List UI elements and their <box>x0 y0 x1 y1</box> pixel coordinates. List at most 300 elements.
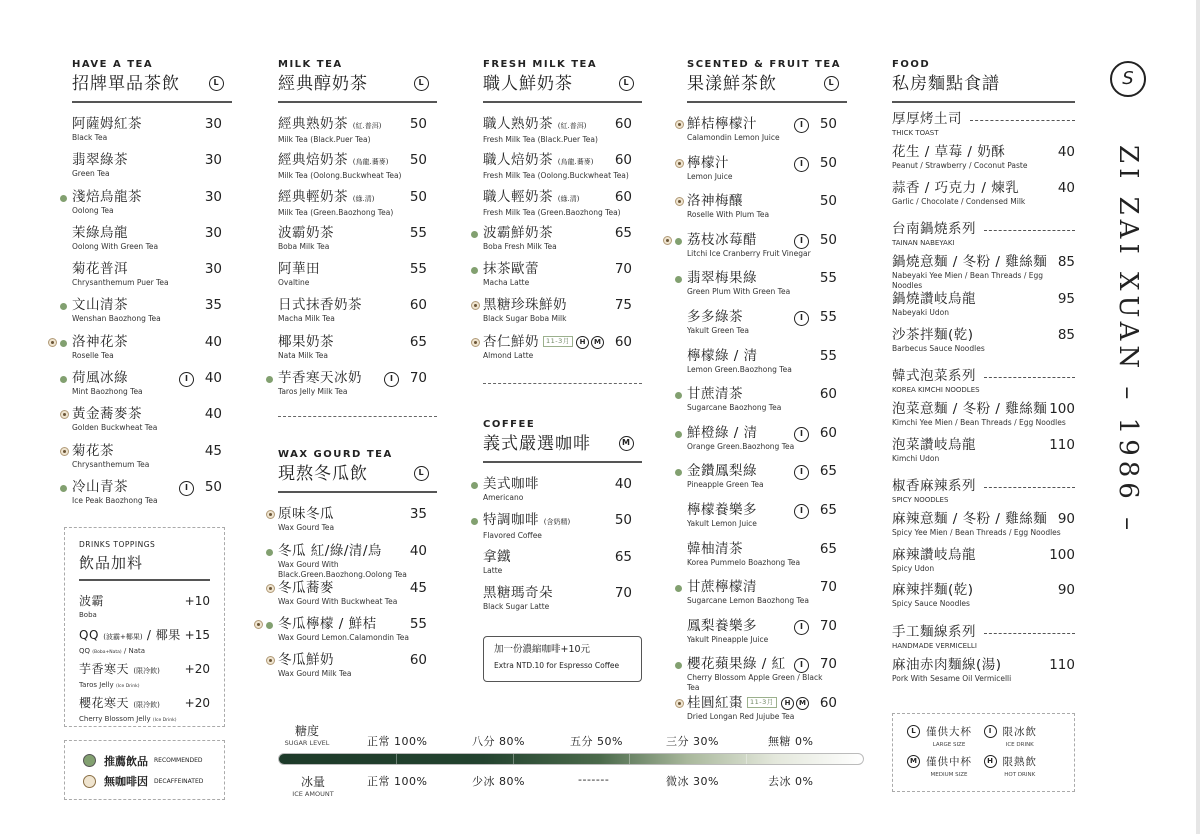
item-name: 職人輕奶茶 <box>483 188 553 205</box>
menu-item[interactable] <box>72 406 232 442</box>
topping-price: +20 <box>184 695 210 710</box>
item-name-en: Black Tea <box>72 133 108 142</box>
item-name-zh <box>483 334 632 351</box>
menu-column <box>278 58 437 689</box>
menu-item[interactable] <box>687 502 847 541</box>
toppings-box <box>64 527 225 727</box>
ice-only-icon: I <box>794 311 809 326</box>
espresso-extra-box <box>483 636 642 682</box>
topping-en-text: Boba <box>79 610 97 619</box>
menu-section <box>278 448 437 688</box>
item-name: 冬瓜 紅/綠/清/烏 <box>278 542 382 559</box>
decaf-icon <box>266 584 275 593</box>
menu-item[interactable] <box>483 297 642 333</box>
legend-text <box>926 724 972 748</box>
item-name-en: Yakult Pineapple Juice <box>687 634 769 644</box>
group-title: 厚厚烤土司 <box>892 111 962 127</box>
legend-en: LARGE SIZE <box>932 742 966 748</box>
item-name-zh <box>687 155 837 172</box>
item-name: 荷風冰綠 <box>72 370 128 387</box>
sugar-en: SUGAR LEVEL <box>284 739 330 747</box>
recommended-dot-icon <box>675 238 682 245</box>
menu-item[interactable] <box>278 116 437 152</box>
menu-item[interactable] <box>278 225 437 261</box>
item-flags <box>384 372 399 387</box>
menu-item[interactable] <box>72 370 232 406</box>
item-flags <box>794 157 809 172</box>
recommended-dot-icon <box>60 195 67 202</box>
item-name-zh <box>278 261 427 278</box>
legend-entry <box>984 724 1061 748</box>
menu-item[interactable] <box>687 116 847 155</box>
item-name-zh <box>687 425 837 442</box>
item-name-en: Green Plum With Green Tea <box>687 287 791 297</box>
dashed-leader <box>984 377 1075 378</box>
item-name: 多多綠茶 <box>687 308 743 325</box>
item-price: 40 <box>614 476 632 493</box>
topping-en2: / Nata <box>121 646 146 655</box>
menu-item[interactable] <box>687 155 847 194</box>
section-title-zh <box>72 71 232 97</box>
food-item[interactable] <box>892 327 1075 363</box>
toppings-title-zh: 飲品加料 <box>79 554 144 572</box>
item-name: 荔枝冰莓醋 <box>687 231 757 248</box>
item-price: 70 <box>819 617 837 634</box>
item-name-en: Americano <box>483 493 524 503</box>
legend-label: 推薦飲品 <box>104 754 148 768</box>
decaf-icon <box>663 236 672 245</box>
item-price: 60 <box>819 424 837 441</box>
menu-item[interactable] <box>278 297 437 333</box>
item-name: 沙茶拌麵(乾) <box>892 326 974 343</box>
item-name-zh <box>278 334 427 351</box>
menu-item[interactable] <box>278 543 437 580</box>
item-price: 100 <box>1049 401 1075 417</box>
item-note: (烏龍.蕎麥) <box>352 158 389 167</box>
legend-text <box>1003 754 1038 778</box>
menu-item[interactable] <box>278 616 437 652</box>
topping-zh2: / 椰果 <box>142 627 181 642</box>
menu-item[interactable] <box>483 512 642 548</box>
item-name: 職人焙奶茶 <box>483 152 553 169</box>
item-name: 日式抹香奶茶 <box>278 297 362 314</box>
item-name-en: Latte <box>483 565 503 575</box>
item-name-en: Boba Fresh Milk Tea <box>483 241 557 251</box>
item-name-zh <box>72 225 222 242</box>
hot-only-icon: H <box>984 755 997 768</box>
item-name-zh <box>278 225 427 242</box>
item-flags <box>794 234 809 249</box>
item-name: 鳳梨養樂多 <box>687 617 757 634</box>
section-title-en: WAX GOURD TEA <box>278 449 393 461</box>
item-name-en: Spicy Yee Mien / Bean Threads / Egg Noodles <box>892 528 1061 537</box>
menu-item[interactable] <box>278 506 437 542</box>
food-group-heading <box>892 221 1075 248</box>
menu-item[interactable] <box>687 386 847 425</box>
item-name-zh <box>278 297 427 314</box>
item-name-en: Spicy Udon <box>892 563 935 573</box>
item-name-zh <box>892 144 1075 161</box>
divider <box>79 579 210 581</box>
item-name-en: Roselle With Plum Tea <box>687 210 770 220</box>
item-name-en: Roselle Tea <box>72 350 114 360</box>
item-name: 阿華田 <box>278 261 320 278</box>
item-flags <box>794 427 809 442</box>
food-item[interactable] <box>892 144 1075 180</box>
recommended-dot-icon <box>266 376 273 383</box>
item-price: 110 <box>1049 436 1075 453</box>
item-name-en: Black Sugar Boba Milk <box>483 314 567 324</box>
legend-text <box>1003 724 1038 748</box>
menu-item[interactable] <box>687 232 847 271</box>
item-name: 麻辣意麵 / 冬粉 / 雞絲麵 <box>892 511 1048 527</box>
topping-note: (限冷飲) <box>133 666 160 675</box>
sugar-level-option: 三分 30% <box>666 735 719 748</box>
recommended-dot-icon <box>675 392 682 399</box>
food-item[interactable] <box>892 254 1075 291</box>
item-name: 金鑽鳳梨綠 <box>687 463 757 480</box>
item-name: 職人熟奶茶 <box>483 116 553 132</box>
topping-en <box>79 646 210 658</box>
dashed-leader <box>984 487 1075 488</box>
ice-en: ICE AMOUNT <box>292 790 334 798</box>
item-price: 50 <box>409 116 427 132</box>
food-item[interactable] <box>892 547 1075 583</box>
item-name-zh <box>278 616 427 633</box>
menu-item[interactable] <box>483 549 642 585</box>
food-group-heading <box>892 111 1075 138</box>
sugar-level-option: 五分 50% <box>570 735 623 748</box>
item-name-zh <box>687 695 837 712</box>
item-name-zh <box>483 116 632 135</box>
item-name-en: Wax Gourd With Buckwheat Tea <box>278 596 398 606</box>
legend-entry <box>907 754 984 778</box>
item-name-en: Wax Gourd With Black.Green.Baozhong.Oolong Tea <box>278 559 407 579</box>
item-name: 韓柚清茶 <box>687 540 743 557</box>
item-name-zh <box>278 652 427 669</box>
season-tag: 11-3月 <box>543 336 573 347</box>
item-name: 麻油赤肉麵線(湯) <box>892 656 1002 673</box>
item-price: 60 <box>819 386 837 403</box>
menu-item[interactable] <box>687 270 847 309</box>
menu-section <box>483 418 642 621</box>
group-title-zh <box>892 221 1075 238</box>
decaf-icon <box>471 301 480 310</box>
menu-item[interactable] <box>72 334 232 370</box>
menu-item[interactable] <box>72 479 232 515</box>
menu-item[interactable] <box>483 116 642 152</box>
food-item[interactable] <box>892 180 1075 216</box>
toppings-title-en: DRINKS TOPPINGS <box>79 540 156 549</box>
medium-size-icon: M <box>796 697 809 710</box>
ice-level-heading <box>273 773 353 798</box>
section-title: 現熬冬瓜飲 <box>278 464 368 485</box>
menu-item[interactable] <box>483 334 642 370</box>
item-price: 65 <box>819 463 837 480</box>
topping-item[interactable] <box>79 627 210 661</box>
section-title: 經典醇奶茶 <box>278 74 368 94</box>
item-name-en: Kimchi Udon <box>892 453 940 463</box>
section-rule <box>892 101 1075 103</box>
item-name-en: Pineapple Green Tea <box>687 480 764 490</box>
group-title: 椒香麻辣系列 <box>892 478 976 494</box>
item-name-zh <box>687 541 837 558</box>
menu-item[interactable] <box>687 348 847 387</box>
ice-level-option: 正常 100% <box>367 775 428 788</box>
recommended-dot-icon <box>675 585 682 592</box>
decaf-icon <box>48 338 57 347</box>
item-flags <box>781 697 809 710</box>
menu-item[interactable] <box>483 152 642 188</box>
menu-item[interactable] <box>72 443 232 479</box>
item-flags <box>576 336 604 349</box>
decaf-icon <box>60 410 69 419</box>
item-name-zh <box>892 657 1075 674</box>
large-size-icon: L <box>907 725 920 738</box>
item-name-en: Macha Latte <box>483 278 530 288</box>
menu-item[interactable] <box>687 463 847 502</box>
food-item[interactable] <box>892 437 1075 473</box>
item-name: 鮮橙綠 / 清 <box>687 424 758 441</box>
menu-item[interactable] <box>483 225 642 261</box>
divider <box>278 416 437 417</box>
item-price: 65 <box>614 548 632 565</box>
menu-item[interactable] <box>72 261 232 297</box>
menu-item[interactable] <box>278 580 437 616</box>
item-name-zh <box>892 327 1075 344</box>
item-price: 30 <box>204 152 222 169</box>
item-name: 鍋燒意麵 / 冬粉 / 雞絲麵 <box>892 254 1048 270</box>
section-title: 義式嚴選咖啡 <box>483 434 591 455</box>
legend-zh: 限冰飲 <box>1002 726 1037 738</box>
topping-item[interactable] <box>79 661 210 695</box>
item-name: 洛神梅釀 <box>687 193 743 210</box>
group-title-en: KOREA KIMCHI NOODLES <box>892 386 980 394</box>
section-rule <box>72 101 232 103</box>
item-name-en: Black Sugar Latte <box>483 601 550 611</box>
item-price: 90 <box>1057 511 1075 527</box>
item-name-zh <box>892 180 1075 197</box>
item-name-en: Chrysanthemum Puer Tea <box>72 278 169 288</box>
legend-label: 無咖啡因 <box>104 775 148 788</box>
recommended-dot-icon <box>60 303 67 310</box>
menu-item[interactable] <box>278 652 437 688</box>
item-name: 芋香寒天冰奶 <box>278 370 362 387</box>
item-price: 60 <box>819 694 837 711</box>
menu-item[interactable] <box>687 541 847 580</box>
item-name-zh <box>278 506 427 523</box>
legend-zh: 限熱飲 <box>1002 756 1037 768</box>
food-item[interactable] <box>892 291 1075 327</box>
topping-price: +20 <box>184 661 210 676</box>
menu-item[interactable] <box>483 261 642 297</box>
topping-item[interactable] <box>79 593 210 627</box>
item-name-zh <box>483 225 632 242</box>
section-title-zh <box>483 71 642 97</box>
item-name-zh <box>278 543 427 560</box>
item-name-zh <box>687 232 837 249</box>
item-price: 60 <box>614 152 632 169</box>
menu-item[interactable] <box>687 193 847 232</box>
item-name-en: Pork With Sesame Oil Vermicelli <box>892 673 1012 683</box>
item-price: 60 <box>409 297 427 314</box>
group-title-en: HANDMADE VERMICELLI <box>892 641 977 650</box>
item-name-en: Boba Milk Tea <box>278 241 330 251</box>
large-size-icon: L <box>619 76 634 91</box>
item-price: 65 <box>614 224 632 241</box>
legend-entry <box>907 724 984 748</box>
group-title-en: SPICY NOODLES <box>892 496 949 504</box>
sugar-zh: 糖度 <box>294 724 319 738</box>
menu-item[interactable] <box>483 476 642 512</box>
menu-item[interactable] <box>687 309 847 348</box>
item-name-en: Wax Gourd Tea <box>278 523 335 533</box>
section-title: 果漾鮮茶飲 <box>687 74 777 94</box>
item-name-zh <box>687 386 837 403</box>
item-name: 甘蔗清茶 <box>687 386 743 403</box>
section-rule <box>278 491 437 493</box>
item-name-zh <box>687 656 837 673</box>
section-title-en: MILK TEA <box>278 59 343 70</box>
item-note: (紅.普洱) <box>352 122 382 130</box>
menu-item[interactable] <box>278 370 437 406</box>
item-price: 75 <box>614 297 632 314</box>
section-title-zh <box>687 71 847 97</box>
item-name-en: Barbecus Sauce Noodles <box>892 343 985 353</box>
extra-en: Extra NTD.10 for Espresso Coffee <box>494 661 620 670</box>
item-name-en: Wax Gourd Lemon.Calamondin Tea <box>278 632 409 642</box>
item-price: 50 <box>614 512 632 529</box>
menu-item[interactable] <box>483 585 642 621</box>
item-price: 70 <box>819 656 837 673</box>
ice-level-option: 微冰 30% <box>666 775 719 788</box>
topping-en-note: (Ice Drink) <box>152 717 177 723</box>
menu-item[interactable] <box>687 695 847 734</box>
decaf-icon <box>266 510 275 519</box>
item-name-zh <box>892 511 1075 528</box>
legend-box-left <box>64 740 225 800</box>
section-title-en: SCENTED & FRUIT TEA <box>687 59 841 70</box>
group-title-zh <box>892 478 1075 495</box>
menu-item[interactable] <box>278 261 437 297</box>
menu-item[interactable] <box>72 225 232 261</box>
item-name-en: Yakult Green Tea <box>687 325 750 335</box>
medium-size-icon: M <box>591 336 604 349</box>
decaf-icon <box>675 120 684 129</box>
topping-en-text: QQ <box>79 646 91 655</box>
food-item[interactable] <box>892 657 1075 693</box>
menu-item[interactable] <box>687 618 847 657</box>
food-item[interactable] <box>892 401 1075 437</box>
menu-item[interactable] <box>483 189 642 225</box>
item-price: 50 <box>819 154 837 171</box>
item-name-en: Green Tea <box>72 169 110 179</box>
item-flags <box>179 372 194 387</box>
legend-recommended <box>83 751 206 770</box>
item-flags <box>179 481 194 496</box>
ice-only-icon: I <box>794 427 809 442</box>
item-name-en: Kimchi Yee Mien / Bean Threads / Egg Noodles <box>892 418 1066 427</box>
item-name: 拿鐵 <box>483 548 511 565</box>
dashed-leader <box>984 633 1075 634</box>
item-name-zh <box>483 297 632 314</box>
menu-item[interactable] <box>687 579 847 618</box>
group-title-zh <box>892 368 1075 385</box>
item-name-en: Sugarcane Lemon Baozhong Tea <box>687 596 809 606</box>
menu-item[interactable] <box>278 189 437 225</box>
large-size-icon: L <box>209 76 224 91</box>
food-group-heading <box>892 624 1075 651</box>
item-price: 35 <box>204 297 222 314</box>
item-name: 特調咖啡 <box>483 512 539 529</box>
item-price: 30 <box>204 116 222 132</box>
group-title-zh <box>892 111 1075 128</box>
item-price: 40 <box>204 333 222 350</box>
menu-item[interactable] <box>687 656 847 695</box>
item-note: (綠.清) <box>557 194 580 203</box>
item-name-en: Yakult Lemon Juice <box>687 518 757 528</box>
item-price: 40 <box>409 542 427 559</box>
menu-item[interactable] <box>72 116 232 152</box>
item-name-zh <box>483 261 632 278</box>
menu-item[interactable] <box>72 152 232 188</box>
section-title-en: FOOD <box>892 59 931 70</box>
season-tag: 11-3月 <box>747 697 777 708</box>
legend-en: HOT DRINK <box>1004 772 1036 778</box>
item-name-en: Litchi Ice Cranberry Fruit Vinegar <box>687 248 811 258</box>
recommended-dot-icon <box>60 376 67 383</box>
food-item[interactable] <box>892 511 1075 547</box>
item-name-en: Milk Tea (Green.Baozhong Tea) <box>278 207 394 217</box>
item-name-zh <box>72 152 222 169</box>
recommended-dot-icon <box>60 485 67 492</box>
ice-only-icon: I <box>384 372 399 387</box>
food-item[interactable] <box>892 582 1075 618</box>
item-flags <box>794 118 809 133</box>
topping-zh: QQ <box>79 627 99 642</box>
item-name: 鮮桔檸檬汁 <box>687 116 757 132</box>
menu-item[interactable] <box>278 334 437 370</box>
menu-item[interactable] <box>72 297 232 333</box>
decaf-icon <box>675 197 684 206</box>
item-name: 茉綠烏龍 <box>72 224 128 241</box>
item-name-en: Spicy Sauce Noodles <box>892 599 970 608</box>
item-name-en: Mint Baozhong Tea <box>72 387 143 397</box>
item-name: 經典熟奶茶 <box>278 116 348 132</box>
item-name: 美式咖啡 <box>483 476 539 493</box>
menu-item[interactable] <box>278 152 437 188</box>
item-price: 100 <box>1049 546 1075 563</box>
item-price: 60 <box>614 116 632 132</box>
item-name-en: Milk Tea (Oolong.Buckwheat Tea) <box>278 171 402 181</box>
menu-item[interactable] <box>687 425 847 464</box>
item-name-zh <box>687 193 837 210</box>
decaf-icon <box>266 656 275 665</box>
item-price: 55 <box>819 308 837 325</box>
item-name-zh <box>483 585 632 602</box>
item-name-en: Lemon Green.Baozhong Tea <box>687 364 792 374</box>
ice-only-icon: I <box>794 658 809 673</box>
item-name: 麻辣拌麵(乾) <box>892 582 974 598</box>
topping-zh: 櫻花寒天 <box>79 695 130 710</box>
group-title-en: TAINAN NABEYAKI <box>892 239 955 247</box>
page-edge <box>1196 0 1200 834</box>
item-price: 45 <box>409 579 427 596</box>
item-name-zh <box>72 443 222 460</box>
topping-item[interactable] <box>79 695 210 729</box>
menu-item[interactable] <box>72 189 232 225</box>
item-name: 杏仁鮮奶 <box>483 333 539 350</box>
